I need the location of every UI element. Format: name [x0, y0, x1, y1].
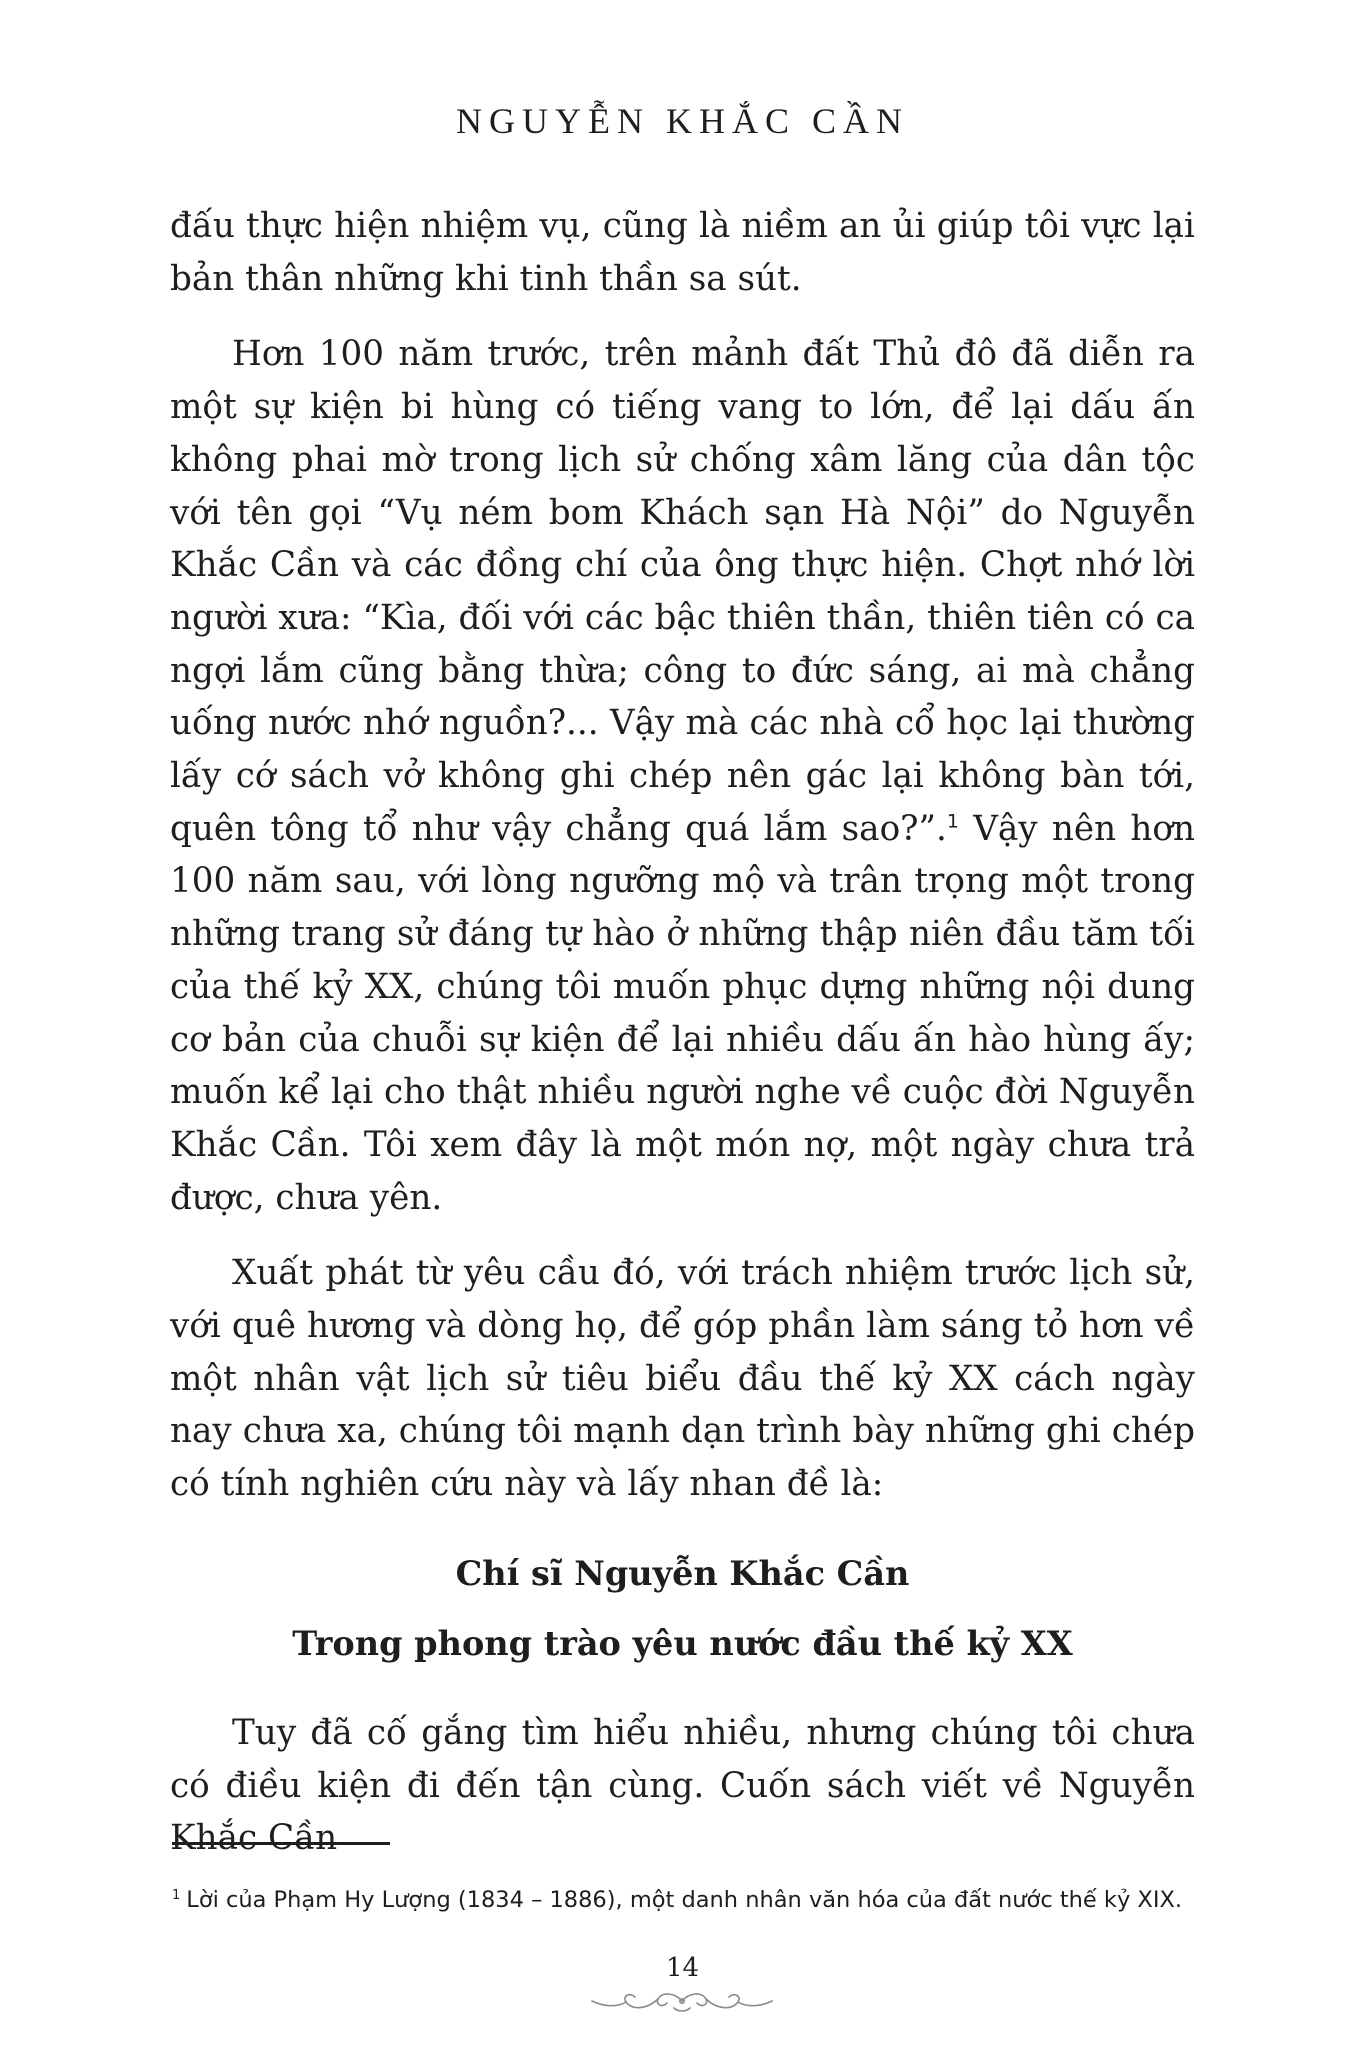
paragraph-continuation: đấu thực hiện nhiệm vụ, cũng là niềm an ủi giúp tôi vực lại bản thân những khi tinh thần sa sút. [170, 206, 1195, 299]
paragraph-event-history [170, 328, 1195, 1224]
paragraph-event-history-part1: Hơn 100 năm trước, trên mảnh đất Thủ đô đã diễn ra một sự kiện bi hùng có tiếng vang to lớn, để lại dấu ấn không phai mờ trong lịch sử chống xâm lăng của dân tộc với tên gọi “Vụ ném bom Khách sạn Hà Nội” do Nguyễn Khắc Cần và các đồng chí của ông thực hiện. Chợt nhớ lời người xưa: “Kìa, đối với các bậc thiên thần, thiên tiên có ca ngợi lắm cũng bằng thừa; công to đức sáng, ai mà chẳng uống nước nhớ nguồn?... Vậy mà các nhà cổ học lại thường lấy cớ sách vở không ghi chép nên gác lại không bàn tới, quên tông tổ như vậy chẳng quá lắm sao?”. [170, 334, 1195, 849]
body-text [170, 200, 1195, 1888]
footnote-divider [172, 1842, 390, 1845]
footnote [172, 1885, 1222, 1915]
book-title-line1: Chí sĩ Nguyễn Khắc Cần [455, 1553, 910, 1593]
book-title-line2: Trong phong trào yêu nước đầu thế kỷ XX [292, 1623, 1073, 1663]
scroll-ornament-icon [582, 1986, 782, 2016]
book-title-block [170, 1539, 1195, 1679]
paragraph-purpose: Xuất phát từ yêu cầu đó, với trách nhiệm trước lịch sử, với quê hương và dòng họ, để góp phần làm sáng tỏ hơn về một nhân vật lịch sử tiêu biểu đầu thế kỷ XX cách ngày nay chưa xa, chúng tôi mạnh dạn trình bày những ghi chép có tính nghiên cứu này và lấy nhan đề là: [170, 1253, 1195, 1505]
running-head: NGUYỄN KHẮC CẦN [456, 101, 909, 141]
page-number: 14 [665, 1953, 700, 1983]
footnote-text: Lời của Phạm Hy Lượng (1834 – 1886), một danh nhân văn hóa của đất nước thế kỷ XIX. [186, 1887, 1183, 1913]
paragraph-event-history-part2: Vậy nên hơn 100 năm sau, với lòng ngưỡng mộ và trân trọng một trong những trang sử đáng tự hào ở những thập niên đầu tăm tối của thế kỷ XX, chúng tôi muốn phục dựng những nội dung cơ bản của chuỗi sự kiện để lại nhiều dấu ấn hào hùng ấy; muốn kể lại cho thật nhiều người nghe về cuộc đời Nguyễn Khắc Cần. Tôi xem đây là một món nợ, một ngày chưa trả được, chưa yên. [170, 808, 1195, 1218]
paragraph-closing: Tuy đã cố gắng tìm hiểu nhiều, nhưng chúng tôi chưa có điều kiện đi đến tận cùng. Cuốn sách viết về Nguyễn Khắc Cần [170, 1712, 1195, 1859]
footnote-reference[interactable]: 1 [946, 810, 959, 833]
footnote-mark: 1 [172, 1887, 181, 1903]
